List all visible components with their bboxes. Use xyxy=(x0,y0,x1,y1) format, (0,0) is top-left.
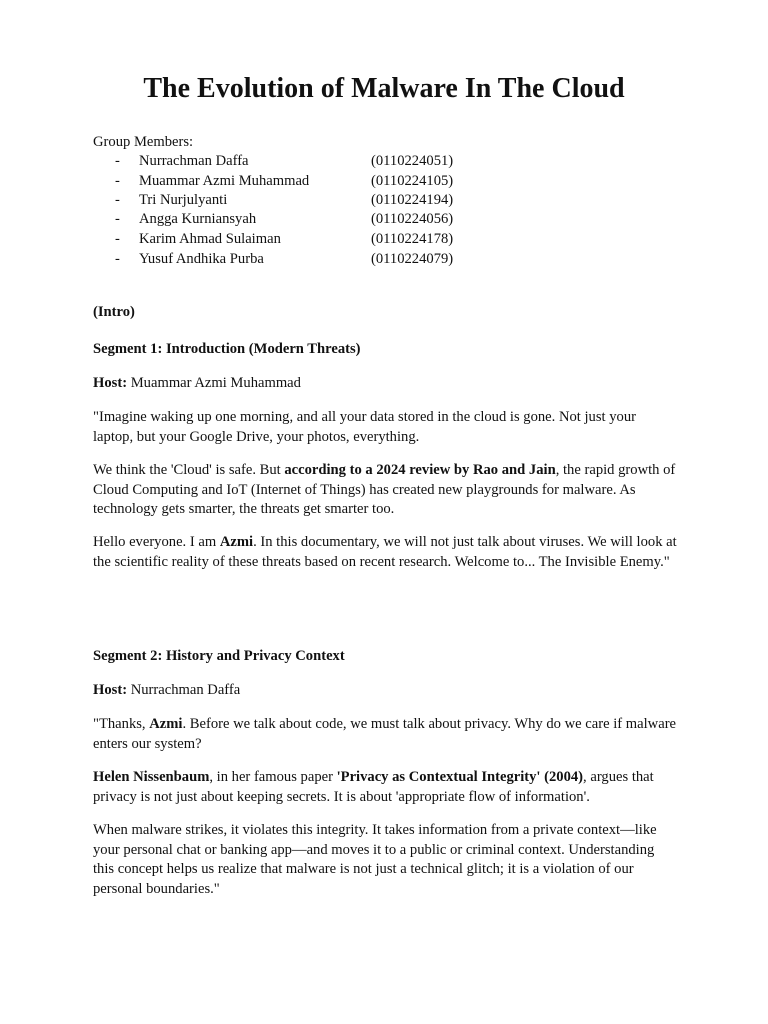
document-title: The Evolution of Malware In The Cloud xyxy=(143,73,625,104)
member-name: Yusuf Andhika Purba xyxy=(139,251,264,267)
member-id: (0110224051) xyxy=(371,153,454,169)
host-name: Muammar Azmi Muhammad xyxy=(127,375,301,391)
group-members-label: Group Members: xyxy=(93,134,194,150)
member-bullet: - xyxy=(115,231,120,247)
member-bullet: - xyxy=(115,251,120,267)
member-name: Angga Kurniansyah xyxy=(139,211,257,227)
member-id: (0110224056) xyxy=(371,211,454,227)
member-name: Tri Nurjulyanti xyxy=(139,192,228,208)
member-bullet: - xyxy=(115,153,120,169)
member-name: Karim Ahmad Sulaiman xyxy=(139,231,281,247)
member-name: Nurrachman Daffa xyxy=(139,153,249,169)
member-id: (0110224178) xyxy=(371,231,454,247)
member-bullet: - xyxy=(115,173,120,189)
segment-2-host xyxy=(93,681,678,701)
host-label: Host: xyxy=(93,375,128,391)
host-name: Nurrachman Daffa xyxy=(127,682,241,698)
segment-2-paragraph-1: "Thanks, Azmi. Before we talk about code, we must talk about privacy. Why do we care if malware enters our system? xyxy=(93,716,677,752)
member-id: (0110224079) xyxy=(371,251,454,267)
segment-2-paragraph-2: Helen Nissenbaum, in her famous paper 'Privacy as Contextual Integrity' (2004), argues that privacy is not just about keeping secrets. It is about 'appropriate flow of information'. xyxy=(93,769,654,805)
author-bold: Helen Nissenbaum xyxy=(93,769,210,785)
member-bullet: - xyxy=(115,192,120,208)
member-row xyxy=(0,191,768,211)
segment-1-heading: Segment 1: Introduction (Modern Threats) xyxy=(93,341,361,357)
member-row xyxy=(0,152,768,172)
member-name: Muammar Azmi Muhammad xyxy=(139,173,310,189)
segment-1-paragraph-3: Hello everyone. I am Azmi. In this documentary, we will not just talk about viruses. We will look at the scientific reality of these threats based on recent research. Welcome to... The Invisible Enemy." xyxy=(93,534,677,570)
segment-1-host xyxy=(93,374,678,394)
segment-1-paragraph-2: We think the 'Cloud' is safe. But according to a 2024 review by Rao and Jain, the rapid growth of Cloud Computing and IoT (Internet of Things) has created new playgrounds for malware. As technology gets smarter, the threats get smarter too. xyxy=(93,462,676,517)
member-id: (0110224105) xyxy=(371,173,454,189)
member-bullet: - xyxy=(115,211,120,227)
member-row xyxy=(0,230,768,250)
segment-1-paragraph-1: "Imagine waking up one morning, and all your data stored in the cloud is gone. Not just your laptop, but your Google Drive, your photos, everything. xyxy=(93,409,636,445)
segment-2-paragraph-3: When malware strikes, it violates this integrity. It takes information from a private context—like your personal chat or banking app—and moves it to a public or criminal context. Understanding this concept helps us realize that malware is not just a technical glitch; it is a violation of our personal boundaries." xyxy=(93,822,657,897)
host-name-bold: Azmi xyxy=(149,716,183,732)
member-row xyxy=(0,172,768,192)
member-row xyxy=(0,250,768,270)
segment-2-heading: Segment 2: History and Privacy Context xyxy=(93,648,345,664)
member-row xyxy=(0,210,768,230)
host-name-bold: Azmi xyxy=(219,534,254,550)
intro-label: (Intro) xyxy=(93,304,135,320)
citation-bold: according to a 2024 review by Rao and Jain xyxy=(284,462,556,478)
member-id: (0110224194) xyxy=(371,192,454,208)
host-label: Host: xyxy=(93,682,128,698)
paper-title-bold: 'Privacy as Contextual Integrity' (2004) xyxy=(336,769,584,785)
